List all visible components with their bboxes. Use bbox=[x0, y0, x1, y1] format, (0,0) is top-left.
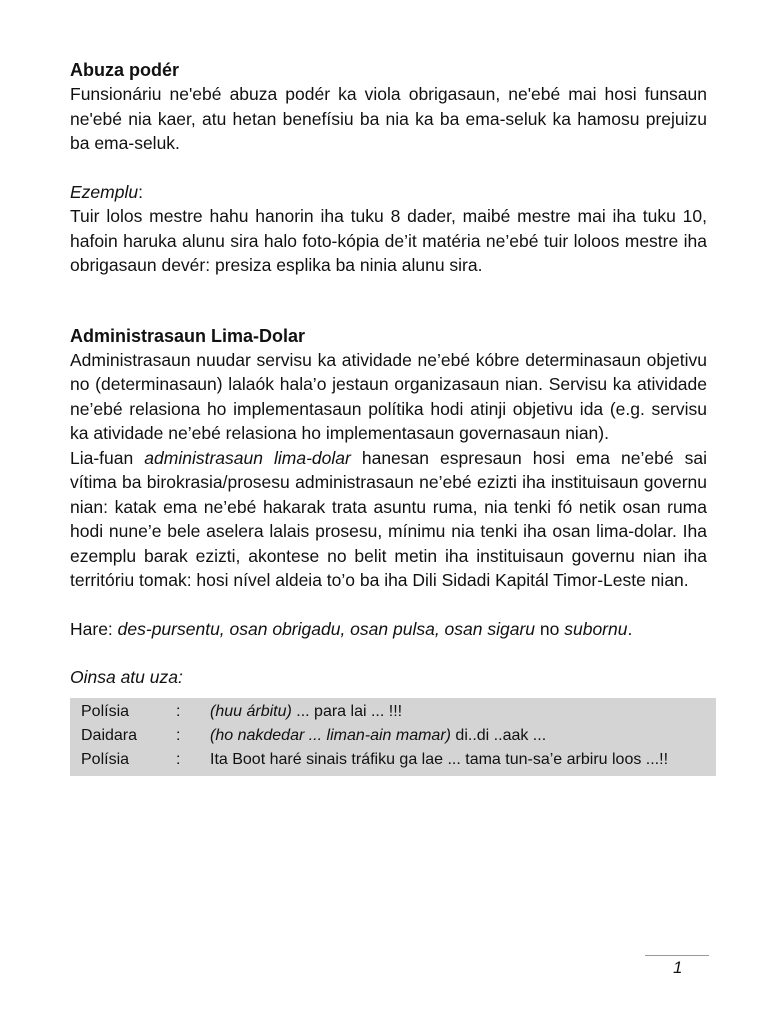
dialogue-row bbox=[70, 748, 716, 772]
dialogue-line bbox=[210, 726, 710, 746]
hare-end: . bbox=[627, 618, 633, 639]
dialogue-colon: : bbox=[176, 702, 181, 720]
page-number: 1 bbox=[673, 958, 683, 977]
dialogue-stage-direction: (ho nakdedar ... liman-ain mamar) bbox=[210, 726, 451, 744]
dialogue-line bbox=[210, 702, 710, 722]
dialogue-colon: : bbox=[176, 726, 181, 744]
lima-dolar-term: administrasaun lima-dolar bbox=[144, 447, 351, 468]
lima-dolar-post: hanesan espresaun hosi ema ne’ebé sai vítima ba birokrasia/prosesu administrasaun ne’ebé ezizti iha instituisaun governu nian: katak ema ne’ebé hakarak trata asuntu ruma, nia tenki fó netik osan ruma hodi nune’e bele aselera lalais prosesu, mínimu nia tenki iha osan lima-dolar. Iha ezemplu barak ezizti, akontese no belit metin iha instituisaun governu nian iha territóriu tomak: hosi nível aldeia to’o ba iha Dili Sidadi Kapitál Timor-Leste nian. bbox=[70, 447, 707, 590]
usage-label: Oinsa atu uza: bbox=[70, 667, 183, 687]
dialogue-speaker: Daidara bbox=[81, 726, 138, 744]
document-page bbox=[70, 58, 707, 776]
paragraph-hare bbox=[70, 617, 707, 642]
dialogue-line bbox=[210, 750, 710, 770]
hare-pre: Hare: bbox=[70, 618, 118, 639]
dialogue-speaker: Polísia bbox=[81, 750, 130, 768]
dialogue-speech: di..di ..aak ... bbox=[450, 726, 547, 744]
dialogue-speech: Ita Boot haré sinais tráfiku ga lae ... tama tun-sa’e arbiru loos ...!! bbox=[210, 750, 669, 768]
dialogue-row bbox=[70, 700, 716, 724]
paragraph-abuza-poder: Funsionáriu ne'ebé abuza podér ka viola obrigasaun, ne'ebé mai hosi funsaun ne'ebé nia kaer, atu hetan benefísiu ba nia ka ba ema-seluk ka hamosu prejuizu ba ema-seluk. bbox=[70, 84, 707, 153]
example-label-colon: : bbox=[138, 181, 143, 202]
example-label-text: Ezemplu bbox=[70, 181, 139, 202]
section-heading-abuza-poder: Abuza podér bbox=[70, 60, 180, 80]
dialogue-row bbox=[70, 724, 716, 748]
hare-mid: no bbox=[535, 618, 565, 639]
dialogue-speaker: Polísia bbox=[81, 702, 130, 720]
dialogue-box bbox=[70, 698, 716, 776]
footer-divider bbox=[645, 955, 709, 956]
section-heading-administrasaun: Administrasaun Lima-Dolar bbox=[70, 325, 306, 346]
dialogue-colon: : bbox=[176, 750, 181, 768]
example-label bbox=[70, 180, 707, 205]
lima-dolar-pre: Lia-fuan bbox=[70, 447, 145, 468]
dialogue-stage-direction: (huu árbitu) bbox=[210, 702, 292, 720]
hare-terms-2: subornu bbox=[564, 618, 628, 639]
paragraph-lima-dolar bbox=[70, 446, 707, 593]
dialogue-speech: ... para lai ... !!! bbox=[291, 702, 403, 720]
paragraph-administrasaun-definition: Administrasaun nuudar servisu ka atividade ne’ebé kóbre determinasaun objetivu no (determinasaun) lalaók hala’o jestaun organizasaun nian. Servisu ka atividade ne’ebé relasiona ho implementasaun polítika hodi atinji objetivu ida (e.g. servisu ka atividade ne’ebé relasiona ho implementasaun governasaun nian). bbox=[70, 349, 707, 443]
paragraph-example: Tuir lolos mestre hahu hanorin iha tuku 8 dader, maibé mestre mai iha tuku 10, hafoin haruka alunu sira halo foto-kópia de’it matéria ne’ebé tuir loloos mestre iha obrigasaun devér: presiza esplika ba ninia alunu sira. bbox=[70, 206, 707, 275]
hare-terms: des-pursentu, osan obrigadu, osan pulsa, osan sigaru bbox=[117, 618, 536, 639]
